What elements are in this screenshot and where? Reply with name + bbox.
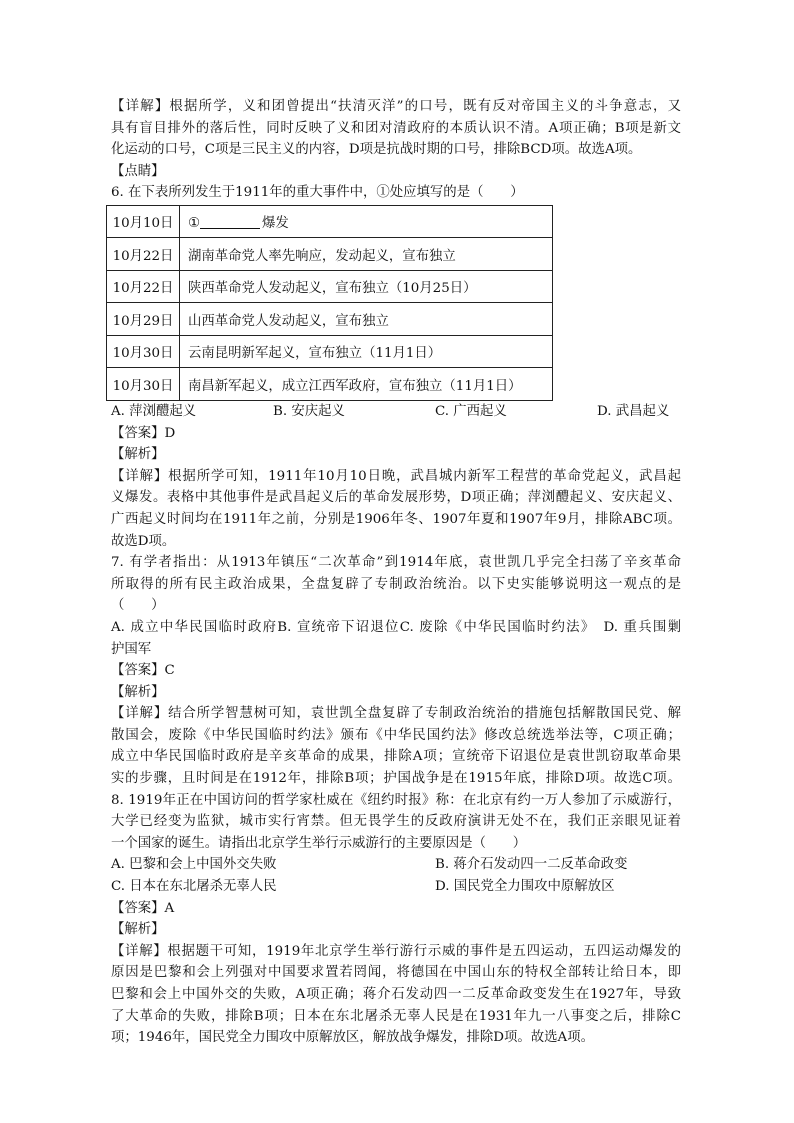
option-c: C. 广西起义 (435, 403, 507, 419)
option-b: B. 安庆起义 (273, 403, 345, 419)
q7-detail-line: 【详解】结合所学智慧树可知，袁世凯全盘复辟了专制政治统治的措施包括解散国民党、解 (111, 706, 681, 722)
q7-stem-line: （ ） (111, 598, 165, 614)
q6-stem: 6. 在下表所列发生于1911年的重大事件中，①处应填写的是（ ） (111, 185, 524, 201)
q8-options-row (111, 854, 681, 876)
table-cell-date: 10月30日 (107, 335, 180, 368)
fill-blank (200, 214, 260, 229)
q8-analysis-label: 【解析】 (111, 922, 165, 938)
event-suffix: 爆发 (262, 216, 289, 232)
table-cell-event: 南昌新军起义，成立江西军政府，宣布独立（11月1日） (180, 368, 553, 401)
q6-detail-line: 故选D项。 (111, 533, 176, 549)
blank-marker: ① (188, 216, 201, 232)
option-a: A. 巴黎和会上中国外交失败 (111, 857, 277, 873)
option-b: B. 蒋介石发动四一二反革命政变 (435, 857, 628, 873)
q8-stem-line: 8. 1919年正在中国访问的哲学家杜威在《纽约时报》称：在北京有约一万人参加了示威游行， (111, 792, 681, 808)
option-c: C. 日本在东北屠杀无辜人民 (111, 879, 277, 895)
table-cell-date: 10月10日 (107, 205, 180, 238)
document-page (111, 96, 681, 1049)
table-row (107, 270, 553, 303)
q8-detail-line: 【详解】根据题干可知，1919年北京学生举行游行示威的事件是五四运动，五四运动爆发的 (111, 943, 681, 959)
q8-detail-line: 原因是巴黎和会上列强对中国要求置若罔闻，将德国在中国山东的特权全部转让给日本，即 (111, 965, 681, 981)
option-a: A. 萍浏醴起义 (111, 403, 197, 419)
table-row (107, 205, 553, 238)
q6-events-table (106, 205, 553, 401)
q5-detail-line: 化运动的口号，C项是三民主义的内容，D项是抗战时期的口号，排除BCD项。故选A项。 (111, 142, 642, 158)
q6-detail-line: 义爆发。表格中其他事件是武昌起义后的革命发展形势，D项正确；萍浏醴起义、安庆起义、 (111, 490, 681, 506)
q6-analysis-label: 【解析】 (111, 447, 165, 463)
q7-options: A. 成立中华民国临时政府B. 宣统帝下诏退位C. 废除《中华民国临时约法》 D. 重兵围剿 (111, 619, 681, 635)
option-d: D. 武昌起义 (597, 403, 670, 419)
q5-detail-line: 具有盲目排外的落后性，同时反映了义和团对清政府的本质认识不清。A项正确；B项是新文 (111, 120, 681, 136)
table-row (107, 238, 553, 271)
q8-answer: 【答案】A (111, 900, 175, 916)
table-cell-date: 10月22日 (107, 238, 180, 271)
q7-detail-line: 成立中华民国临时政府是辛亥革命的成果，排除A项；宣统帝下诏退位是袁世凯窃取革命果 (111, 749, 681, 765)
q7-options-cont: 护国军 (111, 641, 152, 657)
q6-answer: 【答案】D (111, 425, 176, 441)
table-cell-event: 山西革命党人发动起义，宣布独立 (180, 303, 553, 336)
q7-stem-line: 7. 有学者指出：从1913年镇压“二次革命”到1914年底，袁世凯几乎完全扫荡了辛亥革命 (111, 555, 681, 571)
table-row (107, 368, 553, 401)
q5-tip-label: 【点睛】 (111, 163, 165, 179)
table-cell-date: 10月30日 (107, 368, 180, 401)
q6-detail-line: 广西起义时间均在1911年之前，分别是1906年冬、1907年夏和1907年9月，排除ABC项。 (111, 511, 681, 527)
q8-stem-line: 大学已经变为监狱，城市实行宵禁。但无畏学生的反政府演讲无处不在，我们正亲眼见证着 (111, 814, 681, 830)
q8-detail-line: 项；1946年，国民党全力围攻中原解放区，解放战争爆发，排除D项。故选A项。 (111, 1030, 594, 1046)
q8-stem-line: 一个国家的诞生。请指出北京学生举行示威游行的主要原因是（ ） (111, 835, 527, 851)
table-cell-event: 湖南革命党人率先响应，发动起义，宣布独立 (180, 238, 553, 271)
q7-stem-line: 所取得的所有民主政治成果，全盘复辟了专制政治统治。以下史实能够说明这一观点的是 (111, 576, 681, 592)
table-cell-date: 10月22日 (107, 270, 180, 303)
table-cell-event: 陕西革命党人发动起义，宣布独立（10月25日） (180, 270, 553, 303)
table-cell-event (180, 205, 553, 238)
q7-detail-line: 实的步骤，且时间是在1912年，排除B项；护国战争是在1915年底，排除D项。故选C项。 (111, 771, 681, 787)
table-cell-event: 云南昆明新军起义，宣布独立（11月1日） (180, 335, 553, 368)
q8-options-row (111, 876, 681, 898)
option-d: D. 国民党全力围攻中原解放区 (435, 879, 615, 895)
q5-detail-line: 【详解】根据所学，义和团曾提出“扶清灭洋”的口号，既有反对帝国主义的斗争意志，又 (111, 99, 681, 114)
q6-detail-line: 【详解】根据所学可知，1911年10月10日晚，武昌城内新军工程营的革命党起义，武昌起 (111, 468, 681, 484)
table-cell-date: 10月29日 (107, 303, 180, 336)
q8-detail-line: 巴黎和会上中国外交的失败，A项正确；蒋介石发动四一二反革命政变发生在1927年，导致 (111, 987, 681, 1002)
q7-analysis-label: 【解析】 (111, 684, 165, 700)
table-row (107, 303, 553, 336)
q7-detail-line: 散国会，废除《中华民国临时约法》颁布《中华民国约法》修改总统选举法等，C项正确； (111, 727, 681, 743)
q6-options (111, 401, 681, 423)
q8-detail-line: 了大革命的失败，排除B项；日本在东北屠杀无辜人民是在1931年九一八事变之后，排除C (111, 1008, 681, 1024)
q7-answer: 【答案】C (111, 663, 175, 679)
table-row (107, 335, 553, 368)
